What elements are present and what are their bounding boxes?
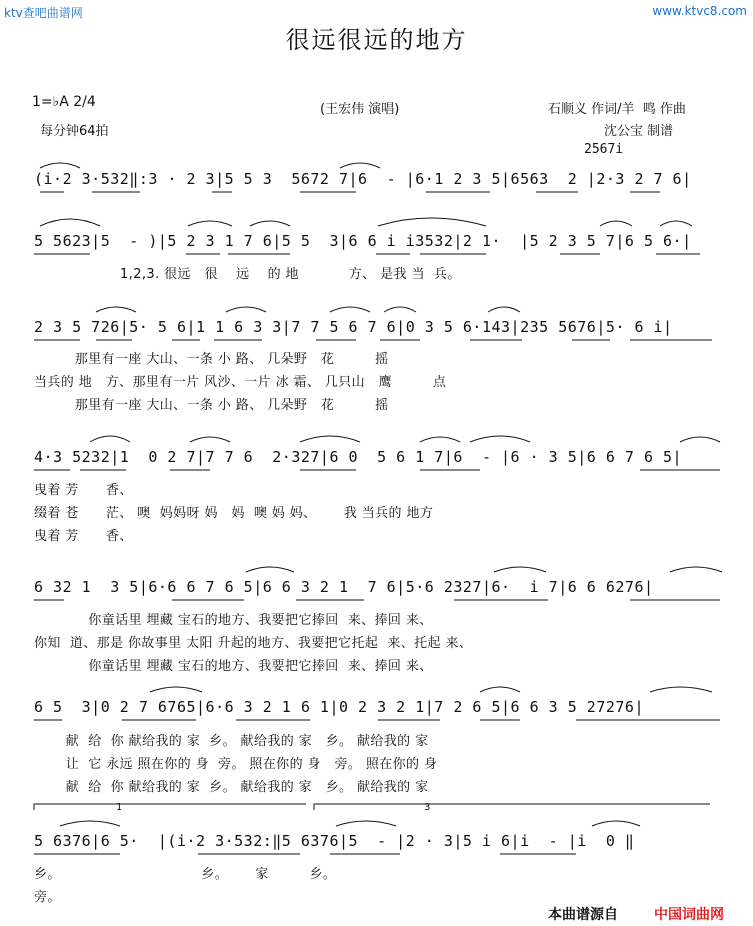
notation-system-2: 5 5623|5 - )|5 2 3 1 7 6|5 5 3|6 6 i i3532|2 1· |5 2 3 5 7|6 5 6·| [34,232,692,250]
lyrics-system-7-line-2: 旁。 [34,890,61,905]
tempo: 每分钟64拍 [40,124,109,139]
volta-first-label: 1 [116,802,123,813]
slur [660,221,692,226]
volta-bracket-first [34,804,306,810]
slur [60,821,120,826]
slur [384,307,416,312]
slur [378,218,486,226]
pickup-notes: 2567i [584,142,624,157]
volta-bracket-third [314,804,710,810]
arranger: 沈公宝 制谱 [604,124,674,139]
slur [336,821,396,826]
notation-system-4: 4·3 5232|1 0 2 7|7 7 6 2·327|6 0 5 6 1 7|6 - |6 · 3 5|6 6 7 6 5| [34,448,683,466]
key-signature: 1=♭A 2/4 [32,94,96,110]
slur [250,221,290,226]
slur [330,307,370,312]
slur [188,221,232,226]
slur [96,307,136,312]
slur [190,437,230,442]
footer-brand-link[interactable]: 中国词曲网 [654,907,724,923]
slur [650,687,712,692]
lyrics-system-5-line-3: 你童话里 埋藏 宝石的地方、我要把它捧回 来、捧回 来、 [34,659,433,674]
lyrics-system-6-line-1: 献 给 你 献给我的 家 乡。 献给我的 家 乡。 献给我的 家 [34,734,429,749]
slur [150,687,202,692]
slur [592,821,640,826]
watermark-right: www.ktvc8.com [652,4,747,18]
slur [600,221,632,226]
lyrics-system-4-line-1: 曳着 芳 香、 [34,483,133,498]
singer: (王宏伟 演唱) [320,102,400,117]
lyrics-system-6-line-3: 献 给 你 献给我的 家 乡。 献给我的 家 乡。 献给我的 家 [34,780,429,795]
lyrics-system-4-line-3: 曳着 芳 香、 [34,529,133,544]
footer-source: 本曲谱源自 [548,907,618,923]
lyrics-system-7-line-1: 乡。 乡。 家 乡。 [34,867,337,882]
lyrics-system-3-line-1: 那里有一座 大山、一条 小 路、 几朵野 花 摇 [34,352,389,367]
lyrics-system-2-line-1: 1,2,3. 很远 很 远 的 地 方、 是我 当 兵。 [120,267,461,282]
volta-third-label: 3 [424,802,431,813]
slur [488,307,520,312]
slur [680,437,720,442]
credits: 石顺义 作词/羊 鸣 作曲 [548,102,686,117]
notation-system-6: 6 5 3|0 2 7 6765|6·6 3 2 1 6 1|0 2 3 2 1|7 2 6 5|6 6 3 5 27276| [34,698,644,716]
lyrics-system-6-line-2: 让 它 永远 照在你的 身 旁。 照在你的 身 旁。 照在你的 身 [34,757,438,772]
slur [40,219,100,226]
notation-system-1: (i·2 3·532‖:3 · 2 3|5 5 3 5672 7|6 - |6·1 2 3 5|6563 2 |2·3 2 7 6| [34,170,692,188]
lyrics-system-3-line-2: 当兵的 地 方、那里有一片 风沙、一片 冰 霜、 几只山 鹰 点 [34,375,447,390]
slur [494,567,546,572]
slur [40,163,80,168]
lyrics-system-5-line-2: 你知 道、那是 你故事里 太阳 升起的地方、我要把它托起 来、托起 来、 [34,636,473,651]
slur [420,437,460,442]
watermark-left: ktv查吧曲谱网 [4,6,83,20]
slur [246,567,294,572]
slur [90,436,130,442]
slur [340,163,380,168]
notation-system-5: 6 32 1 3 5|6·6 6 7 6 5|6 6 3 2 1 7 6|5·6 2327|6· i 7|6 6 6276| [34,578,654,596]
lyrics-system-4-line-2: 缀着 苍 茫、 噢 妈妈呀 妈 妈 噢 妈 妈、 我 当兵的 地方 [34,506,434,521]
slur [300,436,360,442]
slur [226,307,266,312]
slur [470,436,530,442]
slur [670,567,722,572]
lyrics-system-3-line-3: 那里有一座 大山、一条 小 路、 几朵野 花 摇 [34,398,389,413]
notation-system-3: 2 3 5 726|5· 5 6|1 1 6 3 3|7 7 5 6 7 6|0 3 5 6·143|235 5676|5· 6 i| [34,318,673,336]
notation-system-7: 5 6376|6 5· |(i·2 3·532:‖5 6376|5 - |2 · 3|5 i 6|i - |i 0 ‖ [34,832,635,850]
song-title: 很远很远的地方 [285,26,468,54]
lyrics-system-5-line-1: 你童话里 埋藏 宝石的地方、我要把它捧回 来、捧回 来、 [34,613,433,628]
slur [480,687,520,692]
